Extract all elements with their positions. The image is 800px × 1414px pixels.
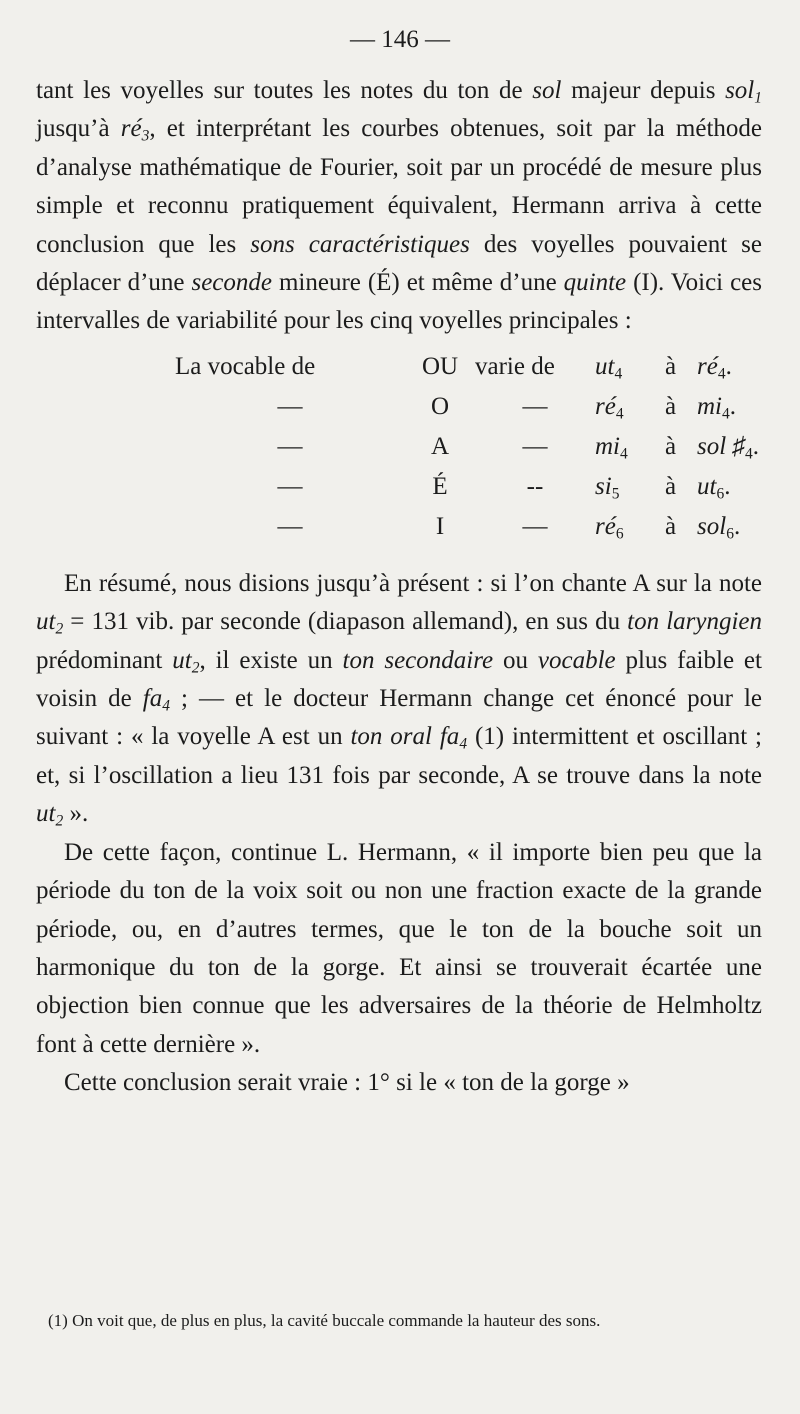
to-note-cell bbox=[697, 348, 762, 386]
ditto-cell: — bbox=[277, 392, 303, 420]
to-note-cell bbox=[697, 508, 762, 546]
text: (I). Voici ces intervalles de variabilité pour les cinq voyelles principales : bbox=[36, 269, 762, 335]
octave-index: 4 bbox=[620, 445, 628, 463]
octave-index: 4 bbox=[717, 365, 726, 383]
text: jusqu’à bbox=[36, 115, 121, 143]
octave-index: 6 bbox=[726, 525, 734, 543]
emphasis bbox=[350, 723, 468, 754]
note-sol1 bbox=[725, 77, 762, 107]
from-note-cell bbox=[595, 468, 665, 506]
paragraph-1 bbox=[36, 72, 762, 341]
note-name: mi bbox=[697, 392, 722, 420]
note-re3 bbox=[120, 115, 150, 146]
text: mineure (É) et même d’une bbox=[272, 269, 564, 297]
octave-index: 2 bbox=[55, 620, 64, 638]
note-name: ré bbox=[595, 512, 616, 540]
ditto-cell: — bbox=[277, 432, 303, 460]
octave-index: 5 bbox=[611, 485, 620, 503]
to-word: à bbox=[665, 392, 677, 420]
text: tant les voyelles sur toutes les notes du ton de bbox=[36, 77, 533, 104]
to-word: à bbox=[665, 512, 677, 540]
note-sol: sol bbox=[532, 77, 562, 104]
note-ut2 bbox=[36, 800, 64, 830]
paragraph-2 bbox=[36, 565, 762, 834]
text: , il existe un bbox=[199, 646, 343, 674]
note-name: ré bbox=[595, 392, 616, 420]
table-row bbox=[36, 427, 762, 467]
octave-index: 2 bbox=[55, 812, 64, 830]
vowel-cell: É bbox=[432, 472, 448, 500]
note-name: ré bbox=[697, 352, 718, 380]
text: , et interprétant les courbes obtenues, soit par la méthode d’analyse mathématique de Fourier, soit par un procédé de mesure plus simple et reconnu pratiquement équivalent, Hermann arriva à cette conclusion que les bbox=[36, 115, 762, 258]
table-row bbox=[36, 347, 762, 387]
to-word: à bbox=[665, 472, 677, 500]
table-row bbox=[36, 387, 762, 427]
note-name: sol bbox=[697, 512, 727, 540]
page-number: — 146 — bbox=[350, 26, 450, 53]
octave-index: 6 bbox=[716, 485, 725, 503]
vowel-cell: I bbox=[435, 512, 445, 540]
to-word: à bbox=[665, 432, 677, 460]
period: . bbox=[724, 472, 731, 500]
from-note-cell bbox=[595, 388, 665, 426]
to-word: à bbox=[665, 352, 677, 380]
vowel-cell: A bbox=[430, 432, 450, 460]
ditto-cell: — bbox=[277, 512, 303, 540]
octave-index: 4 bbox=[722, 405, 730, 423]
body-text bbox=[36, 72, 762, 1103]
octave-index: 4 bbox=[459, 736, 468, 754]
text: plus faible et voisin de bbox=[36, 646, 762, 713]
text: (1) intermittent et oscillant ; et, si l’oscillation a lieu 131 fois par seconde, A se trouve dans la note bbox=[36, 723, 762, 789]
period: . bbox=[725, 352, 732, 380]
vowel-cell: OU bbox=[421, 352, 459, 380]
emphasis: vocable bbox=[537, 646, 616, 674]
note-name: sol ♯ bbox=[697, 432, 745, 460]
ditto-cell: — bbox=[522, 392, 548, 420]
table-row bbox=[36, 507, 762, 547]
note-name: ut bbox=[697, 472, 717, 500]
note-name: si bbox=[595, 472, 612, 500]
octave-index: 4 bbox=[162, 697, 170, 715]
footnote: (1) On voit que, de plus en plus, la cavité buccale commande la hauteur des sons. bbox=[48, 1311, 601, 1330]
table-row bbox=[36, 467, 762, 507]
note-name: ut bbox=[36, 608, 56, 636]
text: des voyelles pouvaient se déplacer d’une bbox=[36, 230, 762, 297]
octave-index: 1 bbox=[754, 89, 762, 107]
text: majeur depuis bbox=[561, 77, 726, 104]
note-name: mi bbox=[595, 432, 620, 460]
octave-index: 3 bbox=[141, 128, 150, 146]
verb-cell: varie de bbox=[475, 352, 555, 380]
text: = 131 vib. par seconde (diapason allemand), en sus du bbox=[63, 608, 628, 636]
period: . bbox=[729, 392, 736, 420]
octave-index: 6 bbox=[615, 525, 624, 543]
emphasis: quinte bbox=[563, 269, 627, 297]
text: ; — et le docteur Hermann change cet énoncé pour le suivant : « la voyelle A est un bbox=[36, 685, 763, 751]
note-name: ut bbox=[172, 646, 192, 674]
emphasis: sons caractéristiques bbox=[250, 230, 470, 258]
note-name: ton oral fa bbox=[350, 723, 460, 751]
ditto-cell: — bbox=[522, 512, 548, 540]
ditto-cell: — bbox=[277, 472, 303, 500]
vowel-cell: O bbox=[430, 392, 450, 420]
octave-index: 2 bbox=[191, 659, 200, 677]
period: . bbox=[752, 432, 759, 460]
note-name: ut bbox=[595, 352, 615, 380]
emphasis: ton secondaire bbox=[342, 646, 494, 674]
octave-index: 4 bbox=[744, 445, 753, 463]
octave-index: 4 bbox=[615, 405, 624, 423]
note-name: ut bbox=[36, 800, 56, 828]
note-name: ré bbox=[120, 115, 142, 143]
paragraph-4: Cette conclusion serait vraie : 1° si le « ton de la gorge » bbox=[64, 1069, 630, 1097]
vowel-table bbox=[36, 347, 762, 547]
text: ». bbox=[63, 800, 89, 828]
note-fa4 bbox=[142, 685, 170, 715]
from-note-cell bbox=[595, 508, 665, 546]
emphasis: ton laryngien bbox=[627, 608, 763, 636]
text: ou bbox=[493, 646, 538, 674]
octave-index: 4 bbox=[614, 365, 623, 383]
label-cell: La vocable de bbox=[175, 352, 316, 380]
ditto-cell: -- bbox=[526, 472, 544, 500]
to-note-cell bbox=[697, 468, 762, 506]
text: En résumé, nous disions jusqu’à présent : si l’on chante A sur la note bbox=[64, 569, 762, 597]
period: . bbox=[733, 512, 741, 540]
to-note-cell bbox=[697, 428, 762, 466]
ditto-cell: — bbox=[522, 432, 548, 460]
note-ut2 bbox=[172, 646, 200, 677]
emphasis: seconde bbox=[191, 269, 273, 297]
text: prédominant bbox=[36, 646, 173, 674]
to-note-cell bbox=[697, 388, 762, 426]
note-name: fa bbox=[142, 685, 163, 713]
paragraph-3: De cette façon, continue L. Hermann, « il importe bien peu que la période du ton de la voix soit ou non une fraction exacte de la grande période, ou, en d’autres termes, que le ton de la bouche soit un harmonique du ton de la gorge. Et ainsi se trouverait écartée une objection bien connue que les adversaires de la théorie de Helmholtz font à cette dernière ». bbox=[36, 838, 762, 1058]
note-name: sol bbox=[725, 77, 755, 104]
note-ut2 bbox=[36, 608, 64, 638]
from-note-cell bbox=[595, 348, 665, 386]
from-note-cell bbox=[595, 428, 665, 466]
